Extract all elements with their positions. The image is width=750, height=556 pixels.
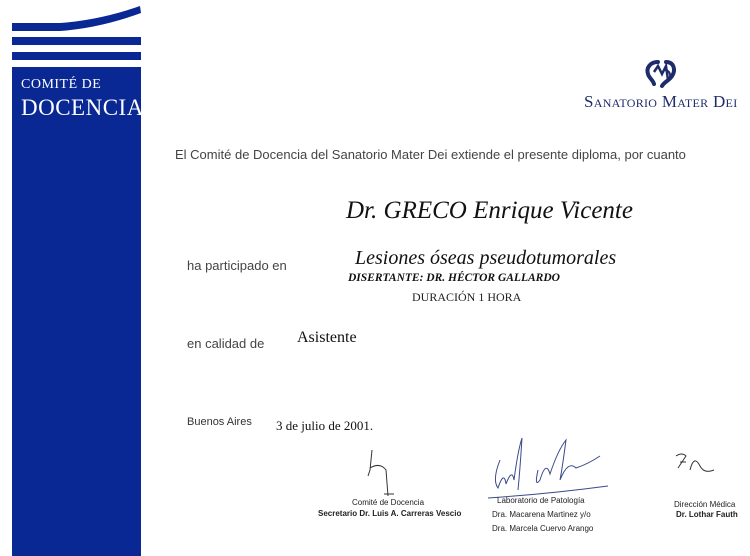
city: Buenos Aires	[187, 416, 252, 428]
signature-committee	[360, 448, 400, 498]
intro-text: El Comité de Docencia del Sanatorio Mater Dei extiende el presente diploma, por cuanto	[175, 147, 686, 162]
committee-label	[21, 78, 144, 119]
organization-name: Sanatorio Mater Dei	[584, 92, 738, 111]
mater-dei-logo-icon	[640, 58, 680, 90]
committee-label-line2: DOCENCIA	[21, 95, 144, 120]
signature-pathology	[488, 430, 618, 500]
signature-name-medical-direction: Dr. Lothar Fauth	[676, 510, 738, 519]
role-label: en calidad de	[187, 336, 265, 351]
speaker-line: DISERTANTE: DR. HÉCTOR GALLARDO	[348, 272, 560, 284]
committee-band	[12, 67, 141, 556]
stripe-decoration	[12, 37, 141, 45]
signature-medical-direction	[672, 450, 722, 480]
course-title: Lesiones óseas pseudotumorales	[355, 247, 617, 269]
signature-name-committee: Secretario Dr. Luis A. Carreras Vescio	[318, 509, 462, 518]
date: 3 de julio de 2001.	[276, 418, 374, 433]
participated-label: ha participado en	[187, 258, 287, 273]
signature-title-committee: Comité de Docencia	[352, 498, 425, 507]
curved-stripe-decoration	[0, 0, 150, 35]
stripe-decoration	[12, 52, 141, 60]
signature-title-medical-direction: Dirección Médica	[674, 500, 736, 509]
recipient-name: Dr. GRECO Enrique Vicente	[346, 197, 633, 224]
committee-label-line1: COMITÉ DE	[21, 77, 102, 92]
signature-name-pathology-1: Dra. Macarena Martinez y/o	[492, 510, 591, 519]
duration-line: DURACIÓN 1 HORA	[412, 290, 522, 304]
role-value: Asistente	[297, 329, 357, 346]
signature-name-pathology-2: Dra. Marcela Cuervo Arango	[492, 524, 594, 533]
signature-title-pathology: Laboratorio de Patología	[497, 496, 585, 505]
